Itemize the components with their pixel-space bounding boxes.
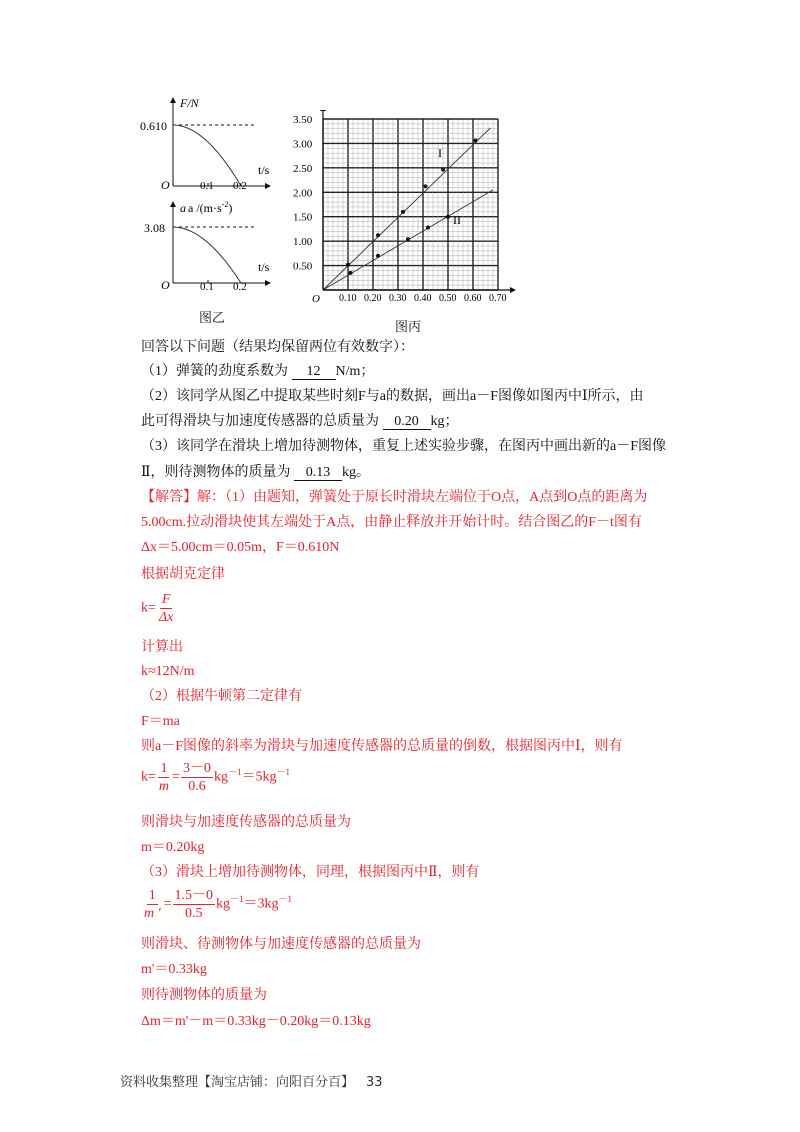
data-point-II (426, 225, 430, 229)
t-axis-label: t/s (258, 163, 270, 177)
y-tick-label: 2.00 (293, 187, 313, 200)
data-point-II (446, 215, 450, 219)
figure-bing-chart (290, 110, 520, 325)
question-2-line2: 此可得滑块与加速度传感器的总质量为 0.20 kg； (141, 414, 459, 429)
y-tick-label: 1.00 (293, 236, 313, 249)
y-tick-label: 3.50 (293, 114, 313, 126)
x-tick: 0.2 (233, 281, 247, 293)
answer-line: 【解答】解：（1）由题知，弹簧处于原长时滑块左端位于O点，A点到O点的距离为 (141, 490, 648, 505)
f-axis-label: F/N (180, 96, 199, 110)
answer-line: （2）根据牛顿第二定律有 (141, 689, 302, 704)
y-axis-arrow (320, 110, 326, 111)
f-t-graph (140, 96, 270, 192)
y-tick-label: 0.50 (293, 260, 313, 273)
x-tick: 0.1 (200, 180, 214, 192)
data-point-I (424, 184, 428, 188)
data-point-II (406, 237, 410, 241)
a-peak-value: 3.08 (144, 221, 165, 235)
x-tick: 0.1 (200, 281, 214, 293)
answer-line: 则滑块、待测物体与加速度传感器的总质量为 (141, 937, 421, 952)
question-2-line1: （2）该同学从图乙中提取某些时刻F与a的数据，画出a－F图像如图丙中Ⅰ所示，由 (141, 389, 644, 404)
data-point-I (346, 263, 350, 267)
answer-line: m'＝0.33kg (141, 962, 207, 977)
footer (120, 1071, 383, 1090)
data-point-II (376, 254, 380, 258)
data-point-I (474, 138, 478, 142)
data-point-II (349, 271, 353, 275)
data-point-I (401, 210, 405, 214)
x-tick: 0.2 (233, 180, 247, 192)
footer-text: 资料收集整理【淘宝店铺：向阳百分百】 (120, 1075, 355, 1090)
answer-blank: 0.20 (383, 414, 431, 430)
answer-line: 计算出 (141, 640, 183, 655)
answer-line: 5.00cm.拉动滑块使其左端处于A点，由静止释放并开始计时。结合图乙的F－t图有 (141, 515, 642, 530)
figure-yi-graphs (130, 90, 280, 295)
answer-line: 则a－F图像的斜率为滑块与加速度传感器的总质量的倒数，根据图丙中Ⅰ，则有 (141, 739, 623, 754)
answer-line: k≈12N/m (141, 664, 195, 679)
f-peak-value: 0.610 (140, 119, 167, 133)
x-tick-label: 0.20 (364, 293, 382, 304)
answer-line: 则待测物体的质量为 (141, 988, 267, 1003)
y-tick-label: 2.50 (293, 162, 313, 175)
x-tick-label: 0.40 (414, 293, 432, 304)
question-1: （1）弹簧的劲度系数为 12 N/m； (141, 364, 375, 379)
x-tick-label: 0.10 (339, 293, 357, 304)
t-axis-label: t/s (258, 260, 270, 274)
question-3-line2: Ⅱ，则待测物体的质量为 0.13 kg。 (141, 465, 371, 480)
question-intro: 回答以下问题（结果均保留两位有效数字）： (141, 340, 414, 355)
series-label: I (438, 146, 442, 161)
x-tick-label: 0.70 (489, 293, 507, 304)
data-point-I (441, 168, 445, 172)
answer-line: F＝ma (141, 714, 180, 729)
x-axis-arrow (510, 287, 516, 293)
x-tick-label: 0.30 (389, 293, 407, 304)
y-tick-label: 1.50 (293, 211, 313, 224)
x-tick-label: 0.60 (464, 293, 482, 304)
formula-slope-1: k= $\frac{1}{m}$ = $\frac{3-0}{0.6}$ $kg^{-1}=5kg^{-1}$ (141, 761, 290, 794)
series-label: II (453, 213, 461, 228)
answer-blank: 12 (292, 364, 336, 380)
formula-slope-2: $\frac{1}{m '}$ = $\frac{1.5-0}{0.5}$ $kg^{-1}=3kg^{-1}$ (144, 888, 293, 921)
formula-hooke: k= $\frac{F}{\Delta x}$ (141, 592, 174, 625)
answer-blank: 0.13 (294, 465, 342, 481)
answer-line: 根据胡克定律 (141, 567, 225, 582)
x-tick-label: 0.50 (439, 293, 457, 304)
answer-line: m＝0.20kg (141, 840, 205, 855)
a-t-graph (144, 200, 270, 293)
a-axis-label: a a $/(m\cdot s^{-2})$ (180, 200, 233, 215)
answer-line: （3）滑块上增加待测物体，同理，根据图丙中Ⅱ，则有 (141, 865, 480, 880)
answer-line: Δx＝5.00cm＝0.05m，F＝0.610N (141, 540, 340, 555)
answer-line: Δm＝m'－m＝0.33kg－0.20kg＝0.13kg (141, 1014, 371, 1029)
origin-label: O (161, 278, 170, 292)
figure-yi-caption: 图乙 (199, 311, 226, 326)
y-tick-label: 3.00 (293, 138, 313, 151)
origin-label: O (161, 178, 170, 192)
origin-label: O (312, 293, 320, 305)
answer-line: 则滑块与加速度传感器的总质量为 (141, 815, 351, 830)
data-point-I (376, 233, 380, 237)
figure-bing-caption: 图丙 (395, 320, 422, 335)
page-number: 33 (366, 1075, 383, 1090)
question-3-line1: （3）该同学在滑块上增加待测物体，重复上述实验步骤，在图丙中画出新的a－F图像 (141, 439, 666, 454)
